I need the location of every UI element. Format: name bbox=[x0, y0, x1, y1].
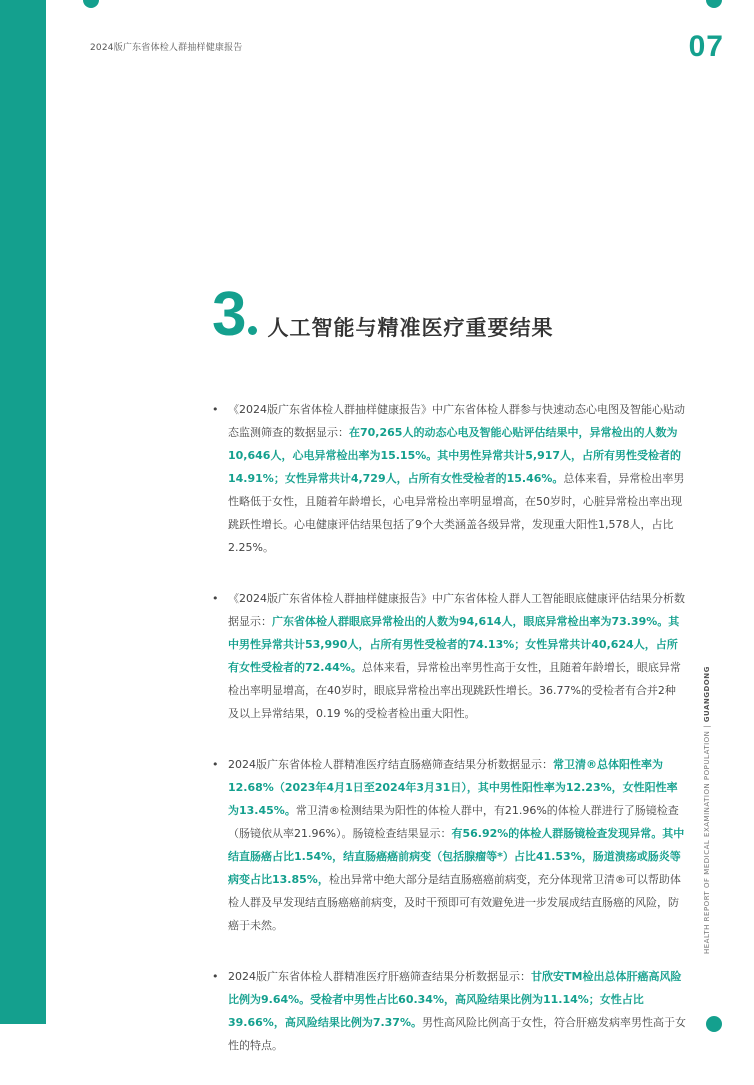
report-title: 2024版广东省体检人群抽样健康报告 bbox=[90, 43, 243, 53]
paragraph-text: 男性高风险比例高于女性，符合肝癌发病率男性高于女性的特点。 bbox=[228, 1016, 686, 1052]
section-number-dot bbox=[248, 326, 257, 335]
list-item-fundus bbox=[212, 587, 686, 725]
bullet: • bbox=[212, 758, 219, 771]
corner-dot-top-left bbox=[83, 0, 99, 8]
list-item-colorectal bbox=[212, 753, 686, 937]
list-item-ecg bbox=[212, 398, 686, 559]
vertical-label-separator: | bbox=[703, 725, 711, 728]
paragraph-text: 总体来看，异常检出率男性高于女性，且随着年龄增长，眼底异常检出率明显增高，在40岁时，眼底异常检出率出现跳跃性增长。36.77%的受检者有合并2种及以上异常结果，0.19 %的受检者检出重大阳性。 bbox=[228, 661, 681, 720]
paragraph-text: 《2024版广东省体检人群抽样健康报告》中广东省体检人群人工智能眼底健康评估结果分析数据显示： bbox=[228, 592, 685, 628]
bullet: • bbox=[212, 970, 219, 983]
paragraph-highlight: 有56.92%的体检人群肠镜检查发现异常。其中结直肠癌占比1.54%，结直肠癌癌前病变（包括腺瘤等*）占比41.53%，肠道溃疡或肠炎等病变占比13.85%， bbox=[228, 827, 685, 886]
section-heading bbox=[212, 280, 554, 349]
page-number: 07 bbox=[688, 30, 724, 63]
paragraph-highlight: 常卫清®总体阳性率为12.68%（2023年4月1日至2024年3月31日），其中男性阳性率为12.23%，女性阳性率为13.45%。 bbox=[228, 758, 678, 817]
findings-list bbox=[212, 398, 686, 1085]
vertical-label-region: GUANGDONG bbox=[703, 666, 711, 723]
paragraph-text: 《2024版广东省体检人群抽样健康报告》中广东省体检人群参与快速动态心电图及智能心贴动态监测筛查的数据显示： bbox=[228, 403, 685, 439]
section-title: 人工智能与精准医疗重要结果 bbox=[267, 316, 554, 340]
paragraph-text: 2024版广东省体检人群精准医疗结直肠癌筛查结果分析数据显示： bbox=[228, 758, 553, 771]
side-accent-bar bbox=[0, 0, 46, 1024]
paragraph-text: 常卫清®检测结果为阳性的体检人群中，有21.96%的体检人群进行了肠镜检查（肠镜依从率21.96%）。肠镜检查结果显示： bbox=[228, 804, 679, 840]
corner-dot-bottom-right bbox=[706, 1016, 722, 1032]
paragraph-text: 总体来看，异常检出率男性略低于女性，且随着年龄增长，心电异常检出率明显增高，在50岁时，心脏异常检出率出现跳跃性增长。心电健康评估结果包括了9个大类涵盖各级异常，发现重大阳性1,578人，占比2.25%。 bbox=[228, 472, 685, 554]
paragraph-highlight: 在70,265人的动态心电及智能心贴评估结果中，异常检出的人数为10,646人，心电异常检出率为15.15%。其中男性异常共计5,917人，占所有男性受检者的14.91%；女性异常共计4,729人，占所有女性受检者的15.46%。 bbox=[228, 426, 682, 485]
vertical-label-prefix: HEALTH REPORT OF MEDICAL EXAMINATION POPULATION bbox=[703, 730, 711, 954]
bullet: • bbox=[212, 592, 219, 605]
bullet: • bbox=[212, 403, 219, 416]
paragraph-text: 2024版广东省体检人群精准医疗肝癌筛查结果分析数据显示： bbox=[228, 970, 531, 983]
vertical-report-label bbox=[703, 666, 711, 954]
corner-dot-top-right bbox=[706, 0, 722, 8]
paragraph-highlight: 甘欣安TM检出总体肝癌高风险比例为9.64%。受检者中男性占比60.34%，高风险结果比例为11.14%；女性占比39.66%，高风险结果比例为7.37%。 bbox=[228, 970, 682, 1029]
section-number: 3 bbox=[212, 280, 246, 349]
paragraph-highlight: 广东省体检人群眼底异常检出的人数为94,614人，眼底异常检出率为73.39%。其中男性异常共计53,990人，占所有男性受检者的74.13%；女性异常共计40,624人，占所有女性受检者的72.44%。 bbox=[228, 615, 680, 674]
paragraph-text: 检出异常中绝大部分是结直肠癌癌前病变，充分体现常卫清®可以帮助体检人群及早发现结直肠癌癌前病变，及时干预即可有效避免进一步发展成结直肠癌的风险，防癌于未然。 bbox=[228, 873, 681, 932]
list-item-liver bbox=[212, 965, 686, 1057]
